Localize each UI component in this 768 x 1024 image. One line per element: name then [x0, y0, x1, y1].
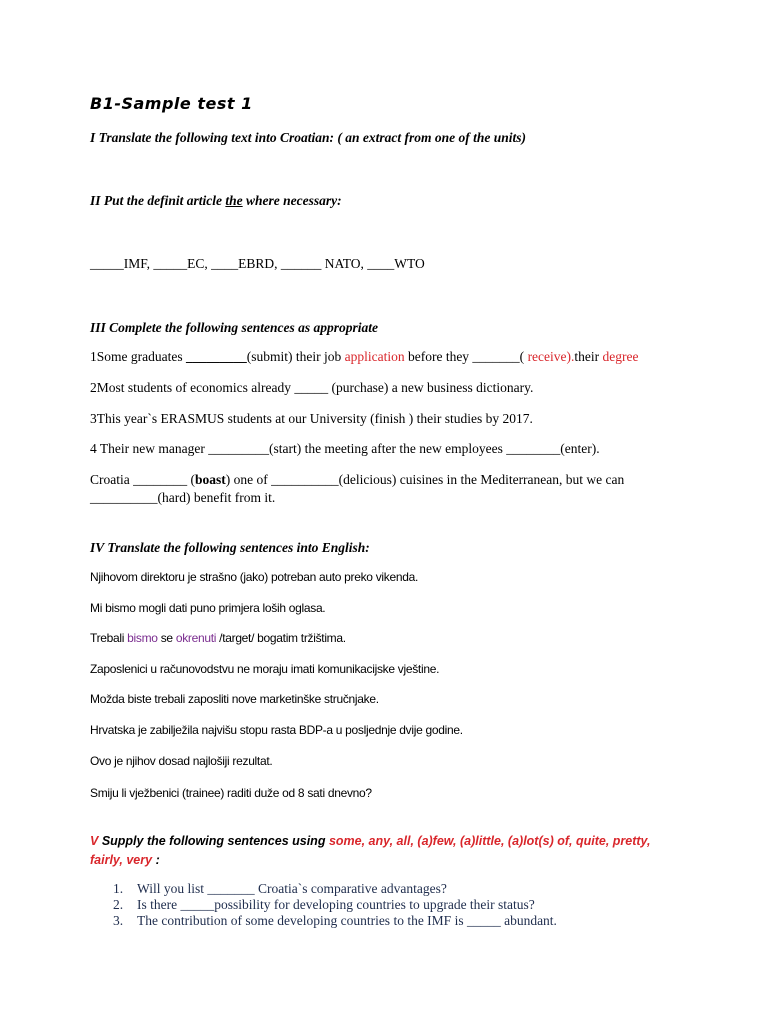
section-2-heading-post: where necessary: — [242, 193, 342, 208]
section-3-sentence-4: 4 Their new manager _________(start) the meeting after the new employees ________(enter). — [90, 441, 600, 456]
section-4-line-3 — [90, 631, 346, 645]
s1-part-a: 1Some graduates — [90, 349, 186, 364]
l3-part-a: Trebali — [90, 631, 128, 645]
section-4-line-8: Smiju li vježbenici (trainee) raditi duže od 8 sati dnevno? — [90, 786, 372, 800]
section-5-item-3 — [113, 913, 557, 929]
section-2-heading — [90, 193, 342, 209]
s1-application: application — [344, 349, 405, 364]
section-4-line-7: Ovo je njihov dosad najlošiji rezultat. — [90, 754, 273, 768]
s1-part-b: (submit) their job — [246, 349, 345, 364]
section-3-sentence-5-line-2: __________(hard) benefit from it. — [90, 490, 276, 505]
section-5-item-1 — [113, 881, 447, 897]
section-1-heading: I Translate the following text into Croatian: ( an extract from one of the units) — [90, 130, 527, 145]
section-4-line-6: Hrvatska je zabilježila najvišu stopu rasta BDP-a u posljednje dvije godine. — [90, 723, 463, 737]
section-3-sentence-2: 2Most students of economics already _____ (purchase) a new business dictionary. — [90, 380, 534, 395]
section-4-line-4: Zaposlenici u računovodstvu ne moraju imati komunikacijske vještine. — [90, 662, 440, 676]
section-4-line-1: Njihovom direktoru je strašno (jako) potreban auto preko vikenda. — [90, 570, 419, 584]
l3-part-b: se — [157, 631, 176, 645]
section-4-line-5: Možda biste trebali zaposliti nove marketinške stručnjake. — [90, 692, 379, 706]
section-5-heading — [90, 834, 651, 848]
item-2-number: 2. — [113, 897, 124, 912]
l3-bismo: bismo — [127, 631, 158, 645]
item-3-text: The contribution of some developing countries to the IMF is _____ abundant. — [137, 913, 557, 928]
section-4-line-2: Mi bismo mogli dati puno primjera loših oglasa. — [90, 601, 326, 615]
l3-okrenuti: okrenuti — [175, 631, 217, 645]
item-3-number: 3. — [113, 913, 124, 928]
s1-part-c: before they _______( — [404, 349, 525, 364]
section-5-words-line-2: fairly, very — [90, 853, 153, 867]
section-3-sentence-1 — [90, 349, 639, 365]
section-5-words-line-1: some, any, all, (a)few, (a)little, (a)lot(s) of, quite, pretty, — [328, 834, 651, 848]
s1-receive: receive). — [524, 349, 575, 364]
section-3-heading: III Complete the following sentences as appropriate — [90, 320, 379, 335]
s5-part-a: Croatia ________ ( — [90, 472, 195, 487]
s1-degree: degree — [602, 349, 639, 364]
section-2-items: _____IMF, _____EC, ____EBRD, ______ NATO, ____WTO — [90, 256, 425, 271]
s1-part-d: their — [574, 349, 603, 364]
item-2-text: Is there _____possibility for developing countries to upgrade their status? — [137, 897, 535, 912]
section-4-heading: IV Translate the following sentences into English: — [90, 540, 370, 555]
l3-part-c: /target/ bogatim tržištima. — [216, 631, 346, 645]
section-3-sentence-3: 3This year`s ERASMUS students at our University (finish ) their studies by 2017. — [90, 411, 533, 426]
section-5-heading-text: Supply the following sentences using — [98, 834, 329, 848]
s5-part-b: ) one of __________(delicious) cuisines in the Mediterranean, but we can — [225, 472, 625, 487]
section-5-colon: : — [152, 853, 160, 867]
section-2-heading-the: the — [225, 193, 243, 208]
s1-blank: _________ — [185, 349, 247, 364]
item-1-number: 1. — [113, 881, 124, 896]
section-5-number: V — [90, 834, 99, 848]
section-3-sentence-5 — [90, 472, 624, 488]
section-5-item-2 — [113, 897, 535, 913]
item-1-text: Will you list _______ Croatia`s comparative advantages? — [137, 881, 447, 896]
s5-boast: boast — [194, 472, 226, 487]
page-title: B1-Sample test 1 — [90, 94, 253, 113]
section-5-heading-line-2 — [90, 853, 160, 867]
section-2-heading-pre: II Put the definit article — [90, 193, 226, 208]
